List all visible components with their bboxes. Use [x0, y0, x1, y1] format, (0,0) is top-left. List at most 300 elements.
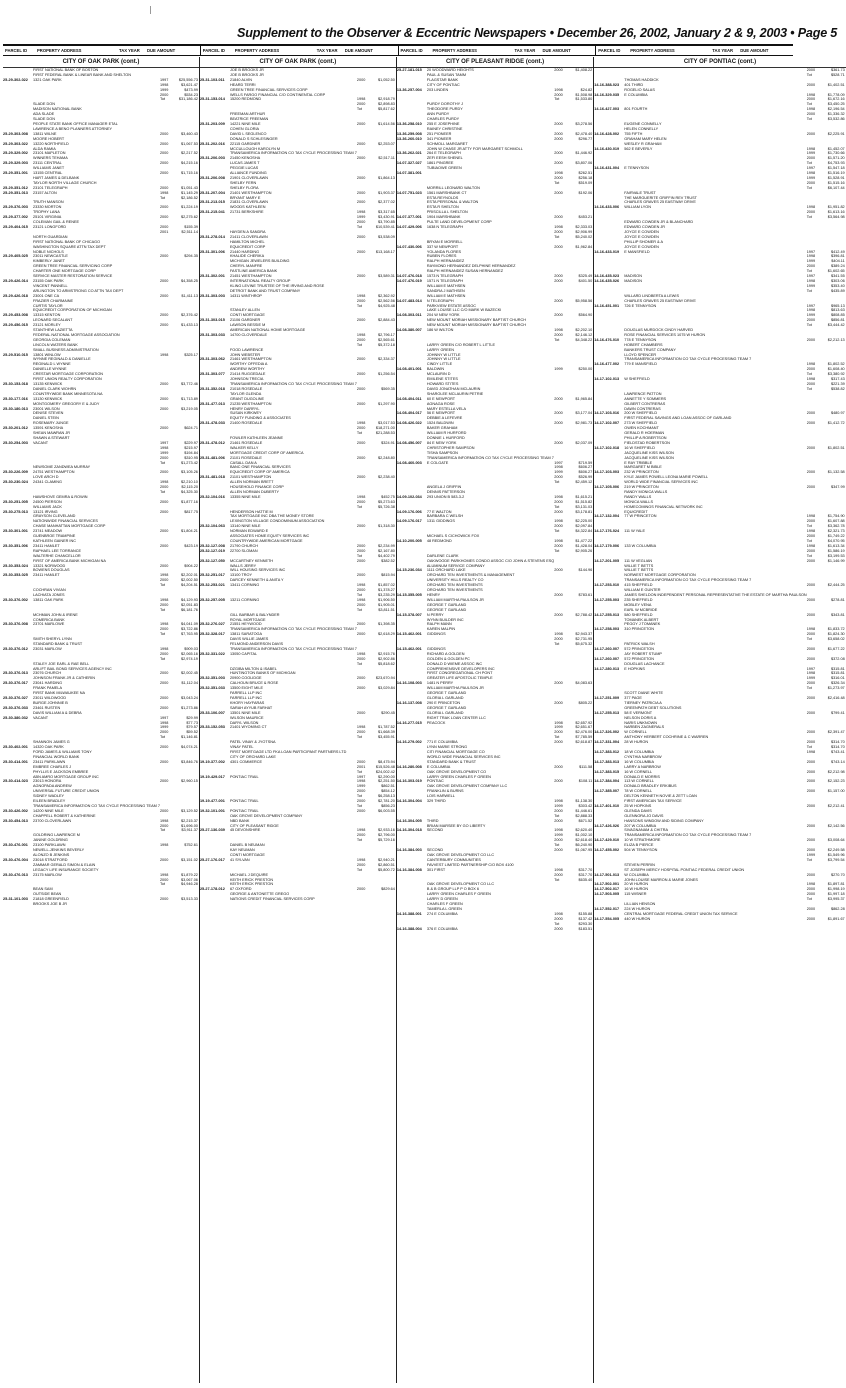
property-address: 1561 MARSHBANK CT	[426, 190, 467, 195]
due-amount: $909.03	[184, 646, 198, 651]
property-address: SLADE DON	[33, 102, 55, 107]
property-address: 21818 GREENFIELD	[33, 897, 69, 902]
property-address: 18 W COLUMBIA	[624, 749, 654, 754]
due-amount: $2,186.52	[181, 195, 198, 200]
property-address: 45 DEVONSHIRE	[229, 828, 261, 833]
property-address: 41 SYLVAN	[229, 857, 250, 862]
tax-year: 2000	[806, 789, 816, 794]
property-address: N TELEGRAPH	[426, 298, 454, 303]
property-address: CENTRAL MORTGAGE FEDERAL CREDIT UNION TAX SERVICE	[624, 911, 738, 916]
property-address: ANGELA J GRIFFIN	[426, 485, 462, 490]
parcel-id: 14-17-326-002	[594, 730, 620, 735]
tax-year: 2000	[159, 455, 169, 460]
tax-year: 1998	[356, 857, 366, 862]
tax-year: 1998	[554, 87, 563, 92]
due-amount: $1,602.65	[827, 269, 845, 274]
tax-year: Tot	[159, 460, 166, 465]
parcel-id: 14-15-355-005	[396, 592, 422, 597]
property-address: SCOTT DIANE WHITE	[624, 691, 663, 696]
property-address: TRANSAMERICA INFORMATION CO TAX CYCLE PROCESSING TEAM 7	[426, 455, 554, 460]
due-amount: $671.52	[578, 818, 593, 823]
due-amount: $1,754.90	[827, 514, 845, 519]
tax-year: Tot	[806, 215, 812, 220]
tax-year: 2000	[554, 136, 563, 141]
tax-year: 2000	[159, 185, 169, 190]
property-address: JACQUELINE KISS WILSON	[624, 450, 674, 455]
parcel-id: 14-08-460-003	[396, 460, 422, 465]
tax-year: 2000	[159, 705, 169, 710]
due-amount: $2,478.40	[575, 131, 593, 136]
due-amount: $29.99	[186, 715, 198, 720]
due-amount: $2,202.01	[181, 573, 198, 578]
property-address: AMERICAN NATIONAL HOME MORTGAGE	[229, 328, 306, 333]
due-amount: $347.99	[830, 485, 845, 490]
property-address: DARLENE CLARK	[426, 553, 459, 558]
due-amount: $372.08	[830, 656, 845, 661]
property-address: SARAH AYYUB FARHAT	[229, 705, 273, 710]
property-address: 111 W VEGLIAN	[624, 558, 653, 563]
property-address: ADA SLADE	[33, 112, 55, 117]
tax-year: 1999	[356, 215, 366, 220]
property-address: GEORGE T GARLAND	[426, 691, 467, 696]
property-address: DOUGLAS LACHANCE	[624, 661, 665, 666]
tax-year: 2000	[806, 848, 816, 853]
tax-year: 1998	[356, 421, 366, 426]
property-address: 111 W YALE	[624, 529, 646, 534]
property-address: LARRY GREEN CHARLES F GREEN	[426, 892, 491, 897]
property-address: MADISON NATIONAL BANK	[33, 107, 82, 112]
tax-year: Tot	[554, 529, 560, 534]
column-header-group	[399, 46, 597, 55]
due-amount: $3,380.92	[827, 372, 845, 377]
parcel-id: 25-32-104-016	[199, 494, 225, 499]
property-address: FASTLINE AMERICA BANK	[229, 269, 278, 274]
parcel-id: 14-17-102-018	[594, 445, 620, 450]
property-address: 1481 N PERRY	[426, 681, 454, 686]
property-address: JACQUELINE KISS WILSON	[624, 455, 674, 460]
tax-year: 2000	[159, 313, 169, 318]
due-amount: $856.81	[830, 318, 845, 323]
property-address: 24341 CLAMING	[33, 480, 62, 485]
tax-year: 1998	[554, 911, 563, 916]
tax-year: 2000	[356, 789, 366, 794]
tax-year: 1998	[554, 171, 563, 176]
property-address: DEBBIE A LEFEVRE	[426, 416, 463, 421]
property-address: TRANSAMERICA INFORMATION CO TAX CYCLE PROCESSING TEAM 7	[33, 803, 160, 808]
property-address: NOBLE NICHOLS	[33, 249, 64, 254]
property-address: BALDWIN	[426, 367, 445, 372]
property-address: 14700 CLOVERDALE	[229, 332, 268, 337]
parcel-id: 25-30-414-023	[3, 779, 28, 784]
property-address: CITY OF PONTIAC	[426, 82, 460, 87]
parcel-id: 25-31-278-014	[199, 234, 225, 239]
due-amount: $401.50	[578, 278, 593, 283]
property-address: 23411 HAMLET	[33, 543, 60, 548]
due-amount: $1,067.95	[575, 848, 593, 853]
tax-year: 1998	[806, 308, 816, 313]
property-address: 15200 REDMOND	[229, 97, 262, 102]
due-amount: $3,564.98	[827, 215, 845, 220]
tax-year: 1998	[806, 671, 816, 676]
due-amount: $59.52	[186, 730, 198, 735]
property-address: HENRY	[426, 592, 441, 597]
due-amount: $13,168.17	[375, 249, 395, 254]
property-address: ROSE FINANCIAL SERVICES 1075 W HURON	[624, 332, 706, 337]
property-address: LACHIATA JONES	[33, 592, 65, 597]
parcel-id: 25-32-127-050	[199, 558, 225, 563]
parcel-id: 14-17-251-009	[594, 696, 620, 700]
due-amount: $752.61	[184, 843, 198, 848]
due-amount: $1,256.54	[377, 372, 395, 377]
property-address: BROOKS JOE B JR	[33, 902, 67, 907]
property-address: GREEN TREE FINANCIAL SERVICING CORP	[33, 264, 113, 269]
property-address: HOBERT CHAMBERS	[624, 342, 663, 347]
tax-year: 1997	[159, 715, 169, 720]
tax-year: 1998	[159, 646, 169, 651]
property-address: ANNETTE Y SOMMERS	[624, 396, 667, 401]
property-address: 23461 RUSTEN	[33, 705, 61, 710]
tax-year: 2000	[159, 897, 169, 902]
tax-year: Tot	[356, 794, 362, 799]
tax-year: 2000	[806, 823, 816, 828]
due-amount: $1,273.97	[827, 686, 845, 691]
tax-year: 1997	[356, 774, 366, 779]
property-address: 16 W CORNELL	[624, 769, 653, 774]
due-amount: $1,052.50	[377, 77, 395, 82]
parcel-id: 14-17-176-024	[594, 529, 620, 534]
property-address: GIDDINGS	[426, 646, 446, 651]
column-header-label: TAX YEAR	[316, 48, 338, 53]
tax-year: 1998	[356, 597, 366, 602]
column-header-label: TAX YEAR	[514, 48, 536, 53]
property-address: JOHN WEBSTER	[229, 352, 261, 357]
tax-year: 2000	[806, 68, 816, 72]
property-address: FRANK PAMELA	[33, 686, 63, 691]
property-address: 1311 GIDDINGS	[426, 519, 455, 524]
parcel-id: 25-32-257-005	[199, 597, 225, 602]
due-amount: $743.41	[830, 749, 845, 754]
property-address: FINANCIAL WORLD BANK	[33, 754, 80, 759]
tax-year: 1999	[806, 283, 816, 288]
due-amount: $192.06	[578, 190, 593, 195]
property-address: TUBIAOWE GREEN	[426, 166, 462, 171]
property-address: 113 W CORNELL	[624, 779, 654, 784]
due-amount: $361.73	[830, 68, 845, 72]
tax-year: 2000	[356, 808, 366, 813]
property-address: WILLIE T BETTS	[624, 568, 654, 573]
property-address: SMITH SHERYL LYNN	[33, 637, 72, 642]
tax-year: 2000	[356, 548, 366, 553]
parcel-id: 14-08-404-017	[396, 411, 422, 416]
tax-year: 1999	[806, 313, 816, 318]
property-address: 329 THIRD	[426, 799, 446, 804]
due-amount: $526.99	[578, 475, 593, 480]
property-address: LARRY D GREEN	[426, 897, 458, 902]
parcel-id: 25-30-376-017	[3, 681, 28, 686]
property-address: TRANSAMERICA INFORMATION CO TAX CYCLE PROCESSING TEAM 7	[229, 382, 357, 386]
property-address: RANDY MONICA WALLS	[624, 489, 668, 494]
property-address: 67 OXFORD	[229, 887, 252, 892]
property-address: 13050 CAPITAL	[229, 651, 258, 656]
property-address: WORTHY OFFEDIA A	[229, 362, 268, 367]
parcel-id: 25-30-376-008	[3, 622, 28, 627]
property-address: 21400 ROSEDALE	[229, 421, 263, 426]
tax-year: 2000	[356, 77, 366, 82]
property-address: BANKERS TRUST COMPANY	[624, 347, 676, 352]
property-address: SHAROLEE MCLAURIN PETRIE	[426, 391, 484, 396]
due-amount: $341.55	[830, 274, 845, 279]
due-amount: $534.23	[184, 92, 198, 97]
due-amount: $4,925.48	[377, 303, 395, 308]
tax-year: 1998	[806, 107, 816, 112]
column-header-label: PROPERTY ADDRESS	[37, 48, 82, 53]
due-amount: $2,731.95	[575, 637, 593, 642]
parcel-id: 14-17-260-007	[594, 646, 620, 651]
tax-year: 2000	[806, 470, 816, 475]
property-address: 232 W PRINCETON	[624, 470, 659, 475]
property-address: AGNAGA ROSE	[426, 401, 455, 406]
property-address: CANTERBURY COMMUNITIES	[426, 857, 481, 862]
due-amount: $2,511.14	[181, 229, 198, 234]
due-amount: $1,607.88	[827, 519, 845, 524]
due-amount: $5,675.32	[575, 642, 593, 647]
parcel-id: 14-16-277-015	[396, 720, 422, 725]
parcel-id: 14-16-428-002	[594, 131, 620, 136]
parcel-id: 25-31-215-041	[199, 210, 225, 215]
property-address: 377 PAGE	[624, 696, 642, 700]
property-address: RICHARD A GOLDEN	[426, 651, 465, 656]
property-address: GREATER LIFE APOSTOLIC TEMPLE	[426, 676, 493, 681]
tax-year: 1998	[356, 494, 366, 499]
property-address: HENRY DARRYL	[229, 406, 260, 411]
due-amount: $315.81	[830, 666, 845, 671]
property-address: 23101 MAPLETON	[33, 151, 66, 156]
tax-year: 1999	[806, 175, 816, 180]
due-amount: $854.12	[381, 789, 395, 794]
property-address: 1573 N TELEGRAPH	[426, 274, 464, 279]
tax-year: 2000	[806, 730, 816, 735]
tax-year: 2000	[554, 278, 563, 283]
tax-year: Tot	[159, 882, 166, 887]
property-address: FIRST CONGREGATIONAL CH PONT	[426, 671, 493, 676]
due-amount: $856.23	[381, 803, 395, 808]
property-address: CHARLES PURDY	[426, 117, 460, 122]
property-address: JAMES SHELDON INDEPENDENT PERSONAL REPRESENTATIVE THE ESTATE OF MARTHA PAULSON	[624, 592, 807, 597]
property-address: PATRICK WALSH	[624, 642, 655, 647]
property-address: 23700 CLOVERLAWN	[33, 818, 72, 823]
property-address: MARGARET M BIBLE	[624, 465, 662, 470]
due-amount: $1,614.56	[377, 121, 395, 126]
property-address: GRANT DUGOLINE	[229, 396, 265, 401]
property-address: PULTE LAND DEVELOPMENT CORP	[426, 220, 492, 225]
due-amount: $5,800.72	[377, 867, 395, 872]
tax-year: 2000	[806, 421, 816, 426]
due-amount: $1,516.19	[827, 171, 845, 176]
property-address: DONALD BRADLEY ERKIBUS	[624, 784, 677, 789]
parcel-id: 14-16-388-001	[396, 911, 422, 916]
due-amount: $3,658.02	[827, 637, 845, 642]
tax-year: 2000	[554, 131, 563, 136]
property-address: MADISON	[624, 278, 642, 283]
tax-year: Tot	[356, 607, 362, 612]
tax-year: 2000	[356, 475, 366, 480]
property-address: 440 W HURON	[624, 916, 651, 921]
property-address: WILLIAM MARTHA PAULSON JR	[426, 597, 484, 602]
tax-record-row	[594, 917, 845, 922]
tax-year: Tot	[806, 857, 812, 862]
property-address: PEGGIE LUCAS	[229, 166, 259, 171]
property-address: CONTI MORTGAGE	[229, 853, 265, 857]
property-address: DARCEY KENNETH & ANITA Y	[229, 578, 284, 583]
tax-year: 2000	[159, 293, 169, 298]
property-address: DENNIS PATTERSON	[426, 489, 465, 494]
property-address: ARLINGTON TO ARMSTRONG CO ATTN TAX DEPT	[33, 288, 124, 293]
due-amount: $1,411.13	[181, 293, 198, 298]
tax-year: 1999	[806, 853, 816, 857]
parcel-id: 25-31-352-018	[199, 386, 225, 391]
property-address: KAREN MALPIN	[426, 627, 456, 632]
due-amount: $1,433.13	[181, 323, 198, 328]
parcel-id: 14-16-304-018	[396, 828, 422, 833]
tax-year: 1998	[806, 254, 816, 259]
due-amount: $310.95	[184, 455, 198, 460]
due-amount: $2,960.15	[181, 779, 198, 784]
due-amount: $5,273.63	[377, 499, 395, 504]
property-address: VINCENT PANNELL	[33, 283, 68, 288]
tax-year: 2000	[356, 602, 366, 607]
property-address: 23175 MARLOW	[33, 872, 62, 877]
property-address: 13321 NORWOOD	[33, 563, 66, 568]
tax-year: 2000	[554, 298, 563, 303]
property-address: 23155 OAK PARK	[33, 278, 64, 283]
parcel-id: 25-30-376-033	[3, 705, 28, 710]
due-amount: $2,796.00	[377, 833, 395, 838]
property-address: SECOND	[426, 848, 444, 853]
due-amount: $3,532.86	[827, 117, 845, 122]
property-address: FRAZIER CHARMAINE	[33, 298, 74, 303]
column-header-label: DUE AMOUNT	[344, 48, 373, 53]
property-address: NEW MOUNT MORIAH MISSIONARY BAPTIST CHURCH	[426, 323, 526, 328]
due-amount: $3,129.52	[181, 808, 198, 813]
property-address: EMBREE CHARLES J	[33, 764, 71, 769]
property-address: ZEFI EESH SHENEL	[426, 156, 463, 161]
due-amount: $326.34	[830, 681, 845, 686]
parcel-id: 14-17-255-013	[594, 612, 620, 617]
parcel-id: 14-17-503-005	[594, 892, 620, 897]
parcel-id: 14-08-426-022	[396, 421, 422, 426]
due-amount: $1,998.19	[827, 887, 845, 892]
property-address: BEATRICE FREEMAN	[229, 117, 269, 122]
property-address: CURTIS TAYLOR	[33, 303, 63, 308]
header-rule-lower	[3, 55, 793, 56]
due-amount: $3,235.29	[377, 592, 395, 597]
parcel-id: 25-31-213-015	[199, 200, 225, 205]
tax-year: 2000	[356, 543, 366, 548]
tax-year: Tot	[356, 769, 362, 774]
tax-year: 2000	[806, 906, 816, 911]
tax-year: 2000	[554, 440, 563, 445]
property-address: BEAN SAM	[33, 887, 53, 892]
due-amount: $4,325.30	[181, 489, 198, 494]
tax-year: 2000	[159, 406, 169, 411]
property-address: WOODS KATHLEEN	[229, 205, 266, 210]
tax-year: 2000	[554, 499, 563, 504]
property-address: 186 W WILTON	[426, 328, 454, 333]
property-address: LAWRENCE PATTON	[624, 391, 662, 396]
parcel-id: 25-30-226-009	[3, 470, 28, 475]
property-address: RAINEY CHRISTINE	[426, 126, 463, 131]
due-amount: $3,621.47	[181, 82, 198, 87]
property-address: FIRST MORTGAGE LTD FKA LOAN PARTICIPANT PARTNERS LTD	[229, 749, 347, 754]
tax-year: 2000	[159, 396, 169, 401]
due-amount: $1,273.86	[181, 705, 198, 710]
property-address: WINNERS TEHAMA	[33, 156, 68, 161]
property-address: 115 WISNER	[624, 892, 647, 897]
due-amount: $314.70	[830, 745, 845, 750]
parcel-id: 14-17-201-005	[594, 558, 620, 563]
property-address: CHAPPELL ROBERT & KATHERINE	[33, 813, 96, 818]
tax-year: Tot	[806, 288, 812, 293]
due-amount: $4,204.51	[181, 583, 198, 588]
parcel-id: 25-30-201-012	[3, 426, 28, 431]
due-amount: $813.63	[830, 308, 845, 313]
due-amount: $3,029.84	[377, 686, 395, 691]
property-address: GLORIA L GARLAND	[426, 710, 464, 715]
due-amount: $1,787.52	[377, 725, 395, 730]
property-address: PURDY DOROTHY J	[426, 102, 464, 107]
tax-year: Tot	[806, 185, 812, 190]
property-address: PATEL VINAY & JYOTSNA	[229, 740, 276, 745]
property-address: CINDY LITTLE	[426, 362, 453, 367]
property-address: ABN AMRO MORTGAGE GROUP INC	[33, 774, 99, 779]
due-amount: $2,915.76	[377, 651, 395, 656]
tax-year: 2000	[356, 372, 366, 377]
property-address: 755 FIFTH	[624, 131, 643, 136]
tax-year: 2000	[159, 151, 169, 156]
due-amount: $1,446.61	[575, 808, 593, 813]
parcel-id: 14-16-384-003	[396, 848, 422, 853]
property-address: MADISON	[624, 274, 642, 279]
tax-year: 1998	[356, 97, 366, 102]
tax-year: 2000	[554, 92, 563, 97]
due-amount: $3,911.37	[181, 828, 198, 833]
due-amount: $799.41	[830, 710, 845, 715]
due-amount: $6,240.90	[575, 843, 593, 848]
property-address: 22115 GARDNER	[229, 141, 261, 146]
tax-year: 1998	[159, 480, 169, 485]
property-address: HOWARD STITES	[426, 382, 459, 386]
tax-year: 2000	[356, 730, 366, 735]
tax-year: 2000	[554, 568, 563, 573]
tax-year: 1998	[159, 352, 169, 357]
parcel-id: 14-16-433-006	[594, 205, 620, 210]
property-address: JAY ROBERT STUMP	[624, 651, 662, 656]
property-address: CHERYL MANFRE	[229, 264, 263, 269]
due-amount: $25,556.73	[178, 77, 198, 82]
property-address: NARBEN ZAGNERALS	[624, 725, 665, 730]
due-amount: $155.88	[578, 911, 593, 916]
property-address: FIRST BANK MILWAUKEE NA	[33, 691, 86, 696]
due-amount: $3,790.85	[377, 220, 395, 225]
parcel-id: 14-16-279-002	[396, 740, 422, 745]
parcel-id: 14-16-280-008	[396, 764, 422, 769]
property-address: DZGIBA MILTON & ISABEL	[229, 666, 277, 671]
tax-year: 1997	[806, 166, 816, 171]
tax-year: Tot	[159, 632, 166, 637]
due-amount: $2,333.03	[575, 225, 593, 229]
parcel-id: 14-17-383-013	[594, 759, 620, 764]
due-amount: $5,372.18	[377, 342, 395, 347]
